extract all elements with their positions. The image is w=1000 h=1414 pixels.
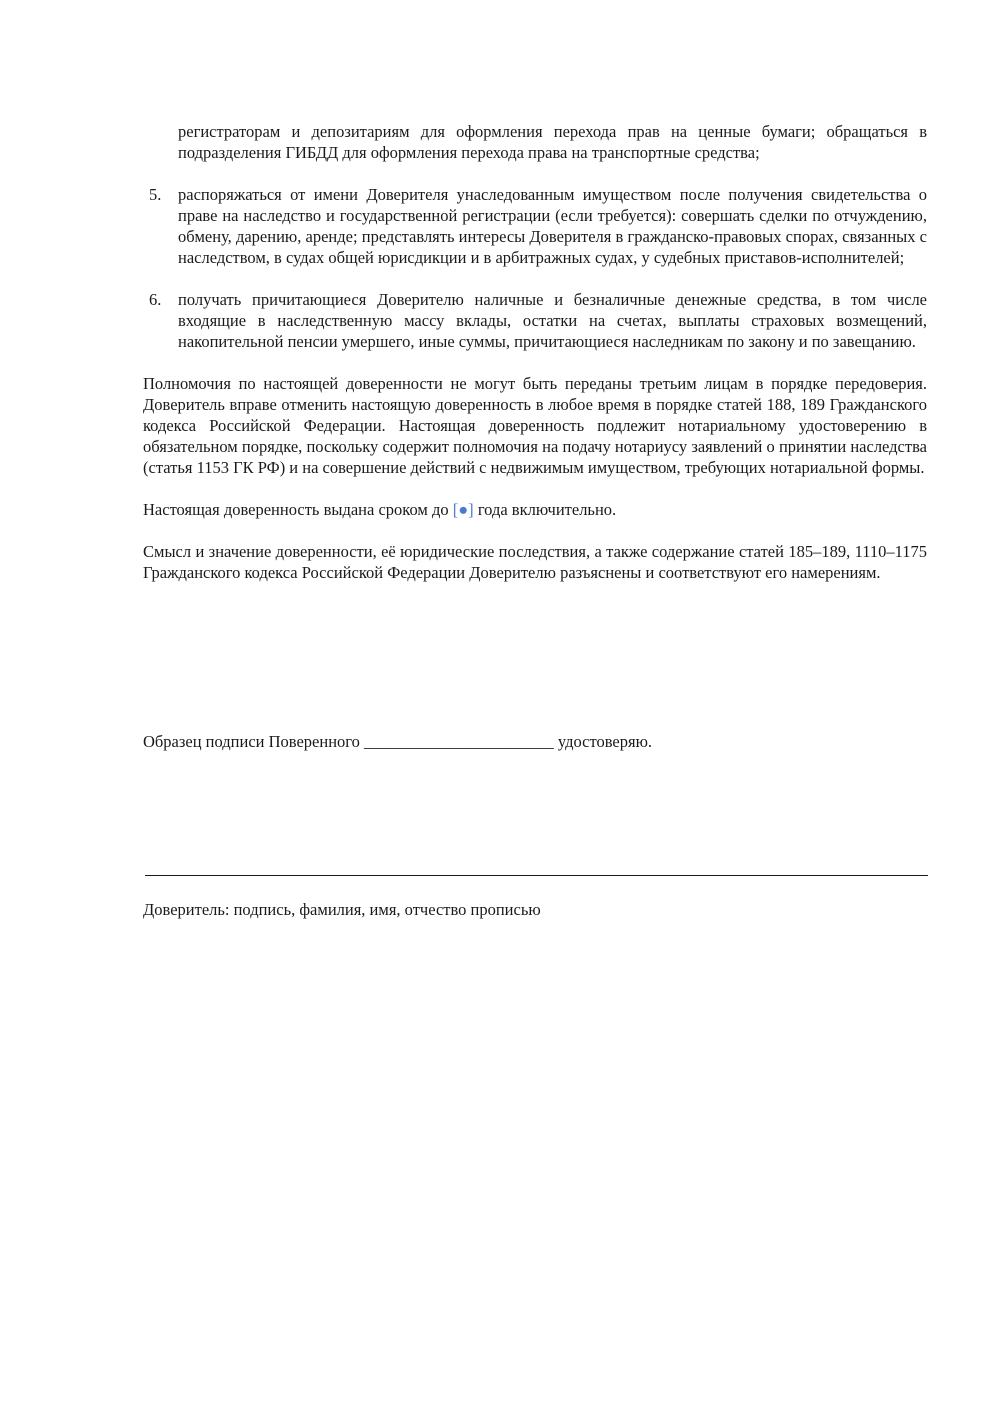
signature-caption: Доверитель: подпись, фамилия, имя, отчество прописью (143, 900, 541, 919)
signature-rule (145, 875, 928, 876)
document-body (143, 121, 927, 583)
list-item (143, 289, 927, 352)
paragraph-meaning: Смысл и значение доверенности, её юридические последствия, а также содержание статей 185–189, 1110–1175 Гражданского кодекса Российской Федерации Доверителю разъяснены и соответствуют его намерениям. (143, 542, 927, 582)
list-item (143, 184, 927, 268)
list-item-continuation: регистраторам и депозитариям для оформления перехода прав на ценные бумаги; обращаться в подразделения ГИБДД для оформления перехода права на транспортные средства; (178, 122, 927, 162)
term-placeholder: [●] (452, 500, 474, 519)
list-item-number: 6. (149, 290, 162, 309)
list-item-text: получать причитающиеся Доверителю наличные и безналичные денежные средства, в том числе входящие в наследственную массу вклады, остатки на счетах, выплаты страховых возмещений, накопительной пенсии умершего, иные суммы, причитающиеся наследникам по закону и по завещанию. (178, 290, 927, 351)
paragraph-term (143, 499, 927, 520)
term-text-before: Настоящая доверенность выдана сроком до (143, 500, 453, 519)
term-text-after: года включительно. (473, 500, 617, 519)
list-item-number: 5. (149, 185, 162, 204)
signature-sample-line: Образец подписи Поверенного _______________________ удостоверяю. (143, 732, 653, 751)
list-item-text: распоряжаться от имени Доверителя унаследованным имуществом после получения свидетельства о праве на наследство и государственной регистрации (если требуется): совершать сделки по отчуждению, обмену, дарению, аренде; представлять интересы Доверителя в гражданско-правовых спорах, связанных с наследством, в судах общей юрисдикции и в арбитражных судах, у судебных приставов-исполнителей; (178, 185, 927, 267)
paragraph-powers: Полномочия по настоящей доверенности не могут быть переданы третьим лицам в порядке передоверия. Доверитель вправе отменить настоящую доверенность в любое время в порядке статей 188, 189 Гражданского кодекса Российской Федерации. Настоящая доверенность подлежит нотариальному удостоверению в обязательном порядке, поскольку содержит полномочия на подачу нотариусу заявлений о принятии наследства (статья 1153 ГК РФ) и на совершение действий с недвижимым имуществом, требующих нотариальной формы. (143, 374, 927, 477)
